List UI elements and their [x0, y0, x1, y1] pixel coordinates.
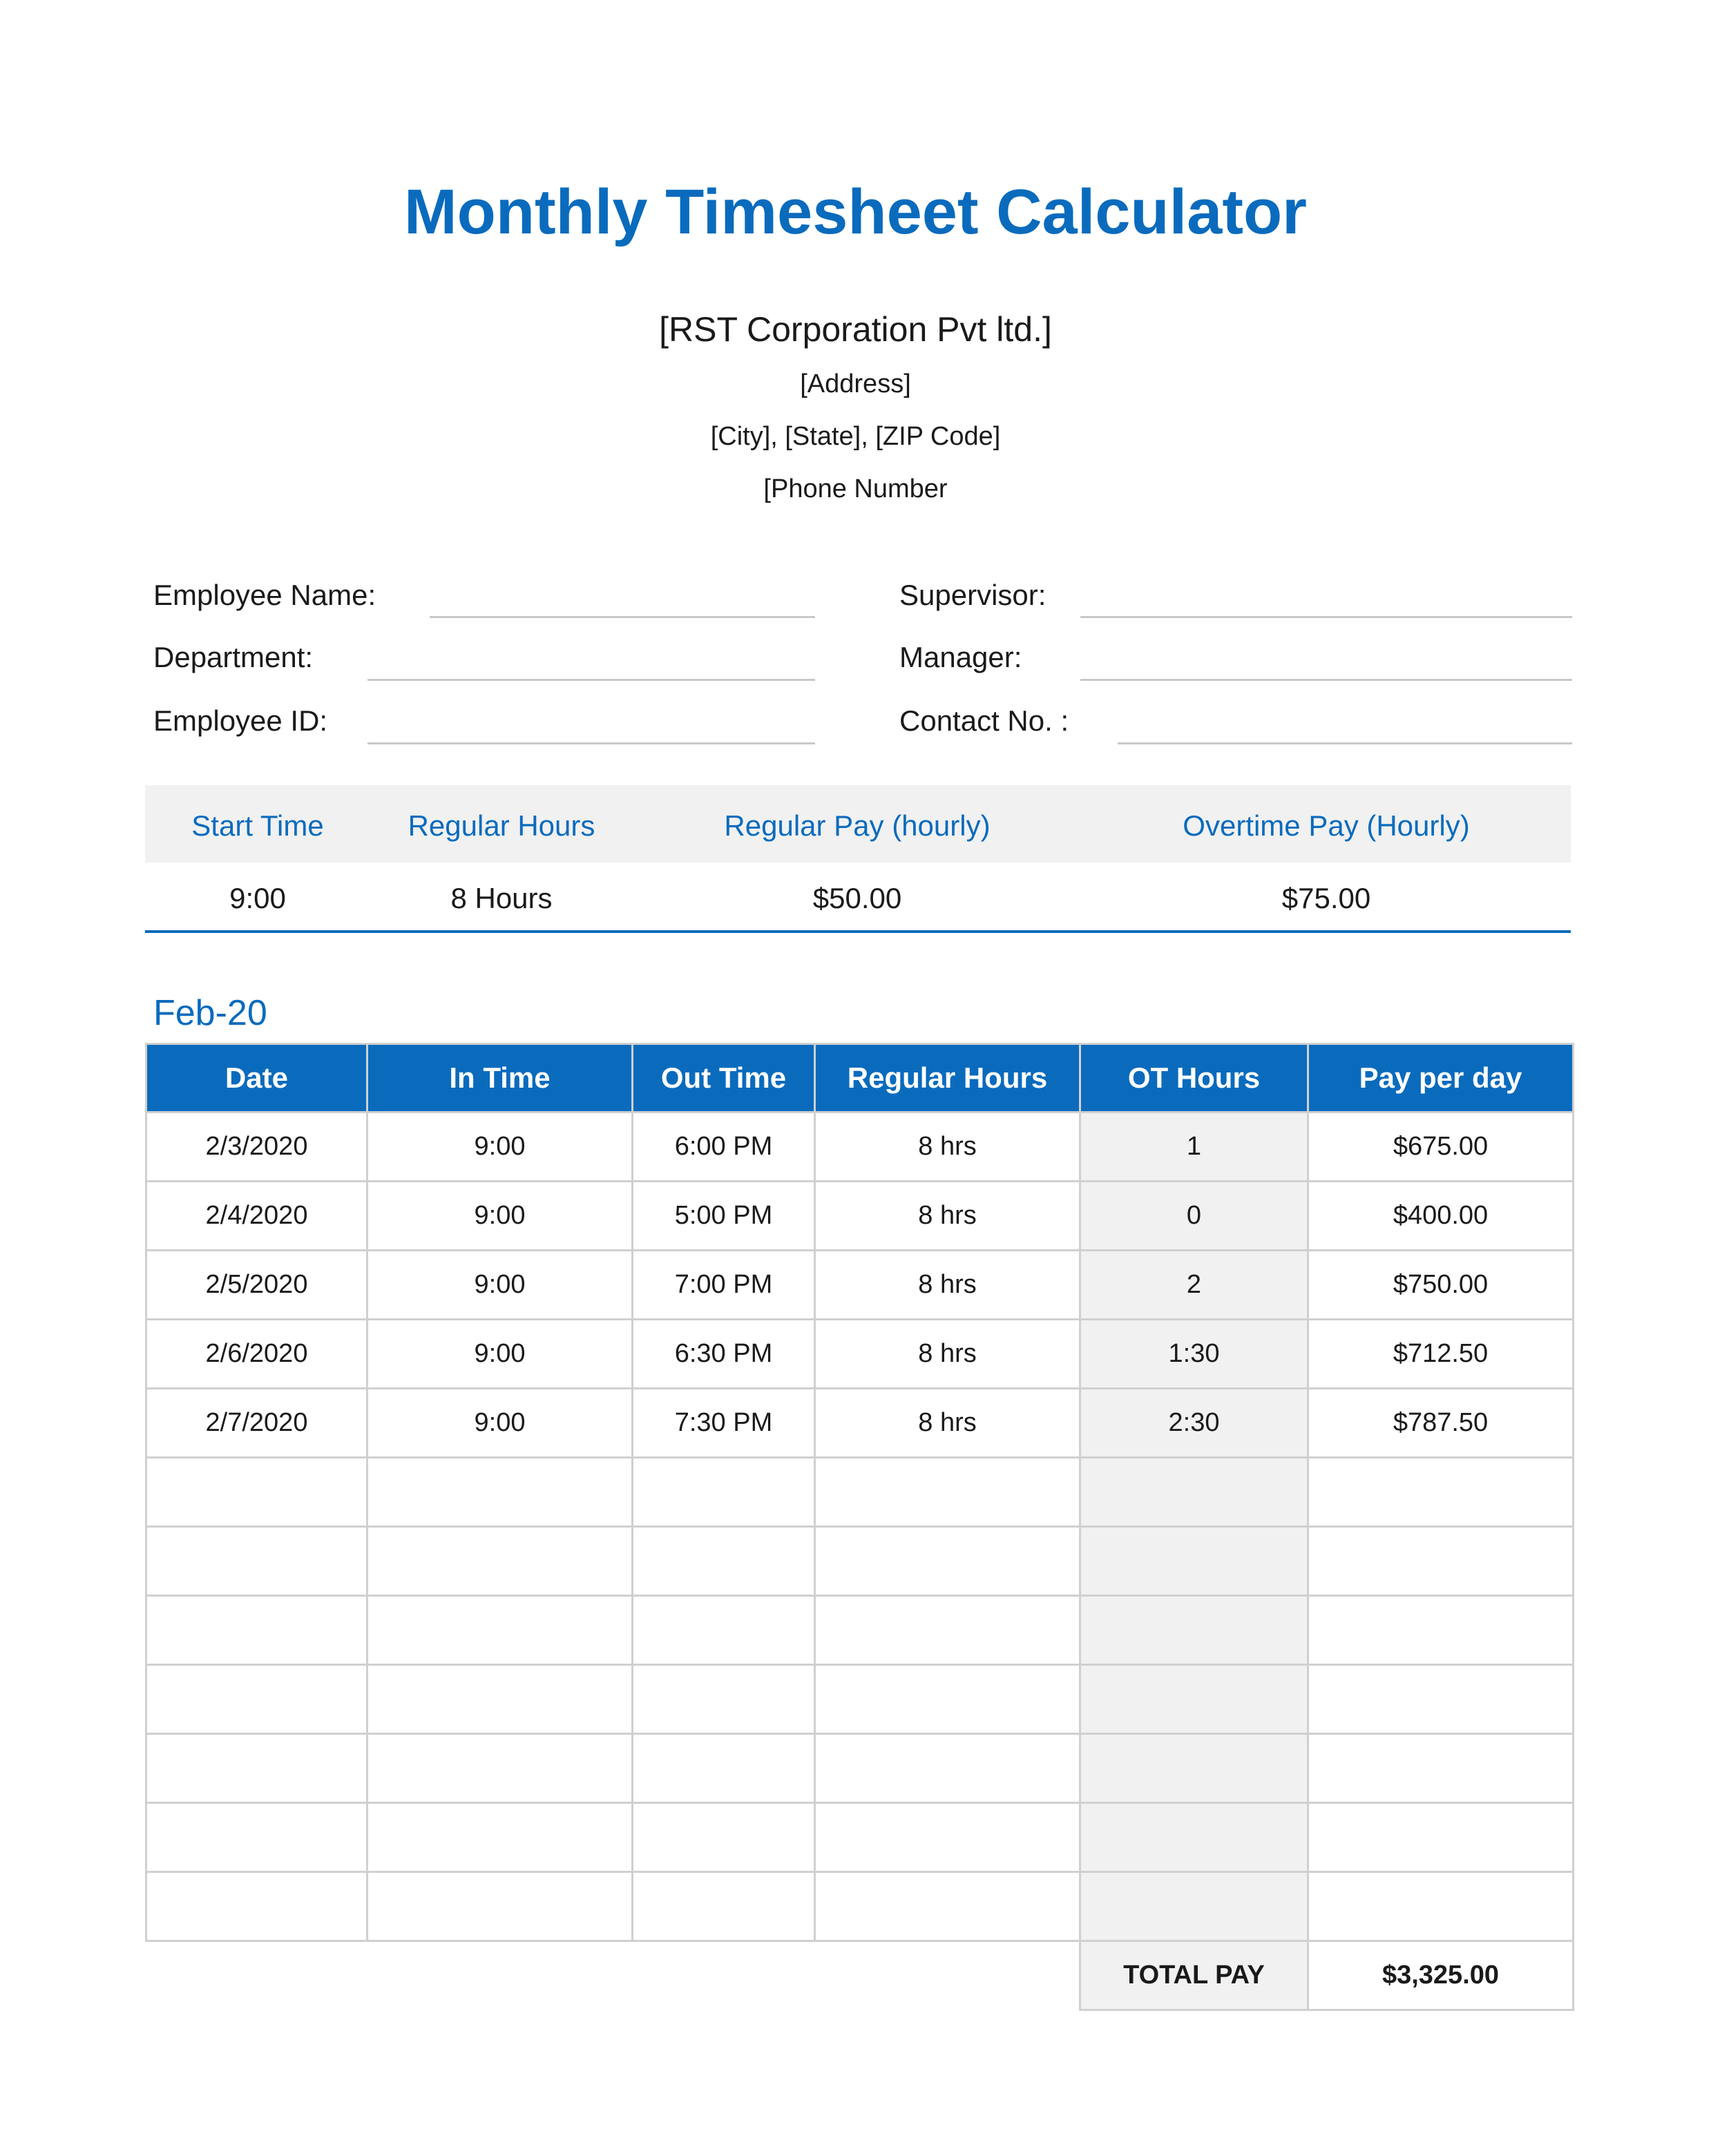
- contact-no-field[interactable]: [1118, 742, 1572, 744]
- regular-hours-cell[interactable]: [815, 1458, 1080, 1527]
- out-time-cell[interactable]: 7:00 PM: [633, 1251, 815, 1320]
- supervisor-field[interactable]: [1080, 616, 1572, 618]
- out-time-cell[interactable]: [633, 1665, 815, 1734]
- in-time-cell[interactable]: [367, 1596, 633, 1665]
- date-cell[interactable]: 2/6/2020: [146, 1320, 367, 1389]
- out-time-cell[interactable]: 7:30 PM: [633, 1389, 815, 1458]
- out-time-cell[interactable]: 6:30 PM: [633, 1320, 815, 1389]
- pay-per-day-cell[interactable]: $400.00: [1308, 1182, 1574, 1251]
- rates-divider: [145, 930, 1571, 933]
- department-field[interactable]: [367, 679, 815, 681]
- date-cell[interactable]: 2/5/2020: [146, 1251, 367, 1320]
- column-header-date: Date: [146, 1044, 367, 1113]
- date-cell[interactable]: [146, 1734, 367, 1803]
- in-time-cell[interactable]: [367, 1665, 633, 1734]
- rates-value-overtime-pay: $75.00: [1281, 882, 1371, 914]
- manager-label: Manager:: [899, 641, 1022, 673]
- column-header-out-time: Out Time: [633, 1044, 815, 1113]
- manager-field[interactable]: [1080, 679, 1572, 681]
- table-row: [146, 1251, 1574, 1320]
- date-cell[interactable]: [146, 1872, 367, 1941]
- contact-no-label: Contact No. :: [899, 704, 1069, 737]
- date-cell[interactable]: [146, 1803, 367, 1872]
- company-phone: [Phone Number: [763, 474, 948, 503]
- pay-per-day-cell[interactable]: [1308, 1734, 1574, 1803]
- date-cell[interactable]: 2/7/2020: [146, 1389, 367, 1458]
- date-cell[interactable]: [146, 1527, 367, 1596]
- company-address: [Address]: [800, 369, 911, 398]
- employee-id-field[interactable]: [367, 742, 815, 744]
- pay-per-day-cell[interactable]: $787.50: [1308, 1389, 1574, 1458]
- pay-per-day-cell[interactable]: [1308, 1872, 1574, 1941]
- total-pay-value: $3,325.00: [1308, 1941, 1574, 2010]
- out-time-cell[interactable]: 5:00 PM: [633, 1182, 815, 1251]
- table-row: [146, 1182, 1574, 1251]
- employee-id-label: Employee ID:: [153, 704, 328, 737]
- table-row: [146, 1527, 1574, 1596]
- employee-name-field[interactable]: [430, 616, 815, 618]
- regular-hours-cell[interactable]: [815, 1665, 1080, 1734]
- out-time-cell[interactable]: [633, 1458, 815, 1527]
- regular-hours-cell[interactable]: 8 hrs: [815, 1389, 1080, 1458]
- rates-value-start-time: 9:00: [229, 882, 286, 914]
- in-time-cell[interactable]: [367, 1872, 633, 1941]
- out-time-cell[interactable]: [633, 1527, 815, 1596]
- table-row: [146, 1803, 1574, 1872]
- ot-hours-cell[interactable]: 0: [1080, 1182, 1308, 1251]
- in-time-cell[interactable]: [367, 1527, 633, 1596]
- rates-header-start-time: Start Time: [191, 809, 324, 842]
- regular-hours-cell[interactable]: [815, 1803, 1080, 1872]
- pay-per-day-cell[interactable]: $750.00: [1308, 1251, 1574, 1320]
- employee-name-label: Employee Name:: [153, 579, 376, 611]
- regular-hours-cell[interactable]: 8 hrs: [815, 1113, 1080, 1182]
- date-cell[interactable]: [146, 1596, 367, 1665]
- regular-hours-cell[interactable]: 8 hrs: [815, 1251, 1080, 1320]
- column-header-in-time: In Time: [367, 1044, 633, 1113]
- ot-hours-cell[interactable]: [1080, 1527, 1308, 1596]
- pay-per-day-cell[interactable]: $675.00: [1308, 1113, 1574, 1182]
- rates-value-regular-hours: 8 Hours: [450, 882, 553, 914]
- ot-hours-cell[interactable]: 1: [1080, 1113, 1308, 1182]
- pay-per-day-cell[interactable]: [1308, 1665, 1574, 1734]
- out-time-cell[interactable]: [633, 1734, 815, 1803]
- timesheet-table: [145, 1043, 1574, 2011]
- in-time-cell[interactable]: [367, 1734, 633, 1803]
- regular-hours-cell[interactable]: [815, 1596, 1080, 1665]
- pay-per-day-cell[interactable]: [1308, 1596, 1574, 1665]
- ot-hours-cell[interactable]: [1080, 1665, 1308, 1734]
- company-name: [RST Corporation Pvt ltd.]: [659, 310, 1052, 349]
- company-city-state-zip: [City], [State], [ZIP Code]: [710, 422, 1001, 451]
- month-label: Feb-20: [153, 993, 267, 1033]
- pay-per-day-cell[interactable]: [1308, 1803, 1574, 1872]
- pay-per-day-cell[interactable]: $712.50: [1308, 1320, 1574, 1389]
- regular-hours-cell[interactable]: [815, 1527, 1080, 1596]
- page-title: Monthly Timesheet Calculator: [403, 177, 1307, 247]
- rates-header-overtime-pay: Overtime Pay (Hourly): [1183, 809, 1470, 842]
- regular-hours-cell[interactable]: 8 hrs: [815, 1320, 1080, 1389]
- rates-header-regular-pay: Regular Pay (hourly): [724, 809, 991, 842]
- regular-hours-cell[interactable]: 8 hrs: [815, 1182, 1080, 1251]
- total-row: [146, 1941, 1574, 2010]
- table-row: [146, 1389, 1574, 1458]
- pay-per-day-cell[interactable]: [1308, 1527, 1574, 1596]
- table-header-row: [146, 1044, 1574, 1113]
- out-time-cell[interactable]: [633, 1596, 815, 1665]
- ot-hours-cell[interactable]: [1080, 1872, 1308, 1941]
- rates-header-regular-hours: Regular Hours: [408, 809, 595, 842]
- ot-hours-cell[interactable]: 2: [1080, 1251, 1308, 1320]
- ot-hours-cell[interactable]: [1080, 1803, 1308, 1872]
- out-time-cell[interactable]: [633, 1872, 815, 1941]
- column-header-pay-per-day: Pay per day: [1308, 1044, 1574, 1113]
- total-row-spacer: [146, 1941, 1080, 2010]
- table-row: [146, 1113, 1574, 1182]
- department-label: Department:: [153, 641, 314, 673]
- out-time-cell[interactable]: [633, 1803, 815, 1872]
- table-row: [146, 1734, 1574, 1803]
- in-time-cell[interactable]: [367, 1458, 633, 1527]
- rates-value-regular-pay: $50.00: [812, 882, 902, 914]
- regular-hours-cell[interactable]: [815, 1734, 1080, 1803]
- table-row: [146, 1665, 1574, 1734]
- in-time-cell[interactable]: 9:00: [367, 1182, 633, 1251]
- pay-per-day-cell[interactable]: [1308, 1458, 1574, 1527]
- regular-hours-cell[interactable]: [815, 1872, 1080, 1941]
- in-time-cell[interactable]: [367, 1803, 633, 1872]
- date-cell[interactable]: 2/4/2020: [146, 1182, 367, 1251]
- table-row: [146, 1458, 1574, 1527]
- column-header-regular-hours: Regular Hours: [815, 1044, 1080, 1113]
- table-row: [146, 1872, 1574, 1941]
- in-time-cell[interactable]: 9:00: [367, 1113, 633, 1182]
- date-cell[interactable]: 2/3/2020: [146, 1113, 367, 1182]
- out-time-cell[interactable]: 6:00 PM: [633, 1113, 815, 1182]
- ot-hours-cell[interactable]: [1080, 1458, 1308, 1527]
- total-pay-label: TOTAL PAY: [1080, 1941, 1308, 2010]
- table-row: [146, 1320, 1574, 1389]
- in-time-cell[interactable]: 9:00: [367, 1389, 633, 1458]
- table-row: [146, 1596, 1574, 1665]
- supervisor-label: Supervisor:: [899, 579, 1046, 611]
- column-header-ot-hours: OT Hours: [1080, 1044, 1308, 1113]
- in-time-cell[interactable]: 9:00: [367, 1251, 633, 1320]
- ot-hours-cell[interactable]: [1080, 1596, 1308, 1665]
- ot-hours-cell[interactable]: 1:30: [1080, 1320, 1308, 1389]
- date-cell[interactable]: [146, 1458, 367, 1527]
- ot-hours-cell[interactable]: 2:30: [1080, 1389, 1308, 1458]
- ot-hours-cell[interactable]: [1080, 1734, 1308, 1803]
- date-cell[interactable]: [146, 1665, 367, 1734]
- in-time-cell[interactable]: 9:00: [367, 1320, 633, 1389]
